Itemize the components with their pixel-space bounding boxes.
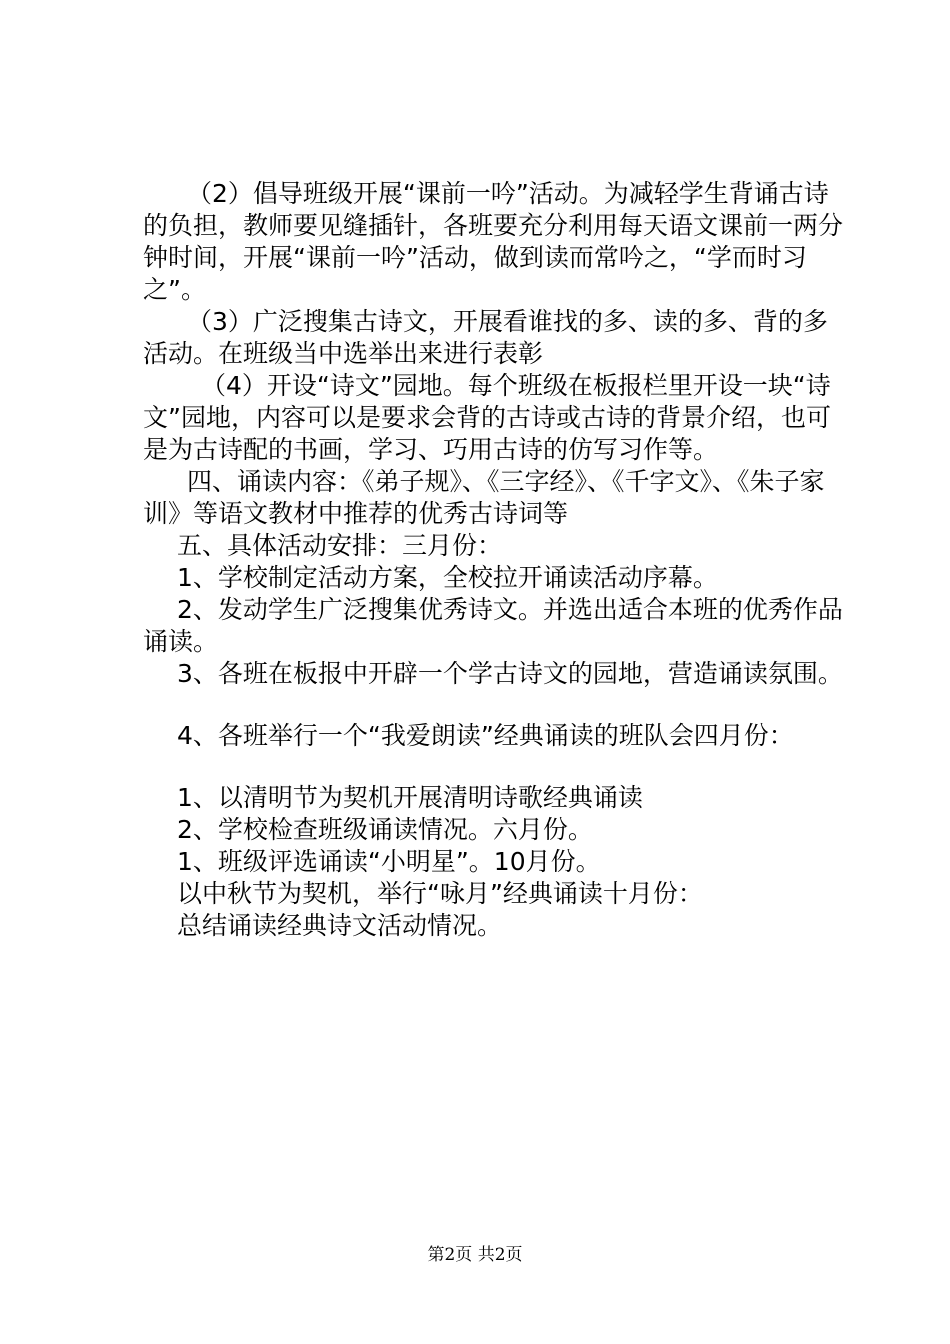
- march-item-3: 3、各班在板报中开辟一个学古诗文的园地，营造诵读氛围。: [177, 659, 843, 688]
- march-item-4: 4、各班举行一个“我爱朗读”经典诵读的班队会四月份：: [177, 721, 794, 750]
- april-item-1: 1、以清明节为契机开展清明诗歌经典诵读: [177, 783, 643, 812]
- section-5-schedule: 五、具体活动安排：三月份：: [177, 531, 503, 560]
- june-item-1: 1、班级评选诵读“小明星”。10月份。: [177, 847, 601, 876]
- spacer: [143, 752, 843, 782]
- section-4-reading-content: 四、诵读内容：《弟子规》、《三字经》、《千字文》、《朱子家训》等语文教材中推荐的优秀古诗词等: [143, 467, 825, 528]
- paragraph-2: （2）倡导班级开展“课前一吟”活动。为减轻学生背诵古诗的负担，教师要见缝插针，各班要充分利用每天语文课前一两分钟时间，开展“课前一吟”活动，做到读而常吟之，“学而时习之”。: [143, 179, 844, 304]
- march-item-2: 2、发动学生广泛搜集优秀诗文。并选出适合本班的优秀作品诵读。: [143, 595, 843, 656]
- april-item-2: 2、学校检查班级诵读情况。六月份。: [177, 815, 593, 844]
- paragraph-4: （4）开设“诗文”园地。每个班级在板报栏里开设一块“诗文”园地，内容可以是要求会背的古诗或古诗的背景介绍，也可是为古诗配的书画，学习、巧用古诗的仿写习作等。: [143, 371, 831, 464]
- october-item-1: 以中秋节为契机，举行“咏月”经典诵读十月份：: [177, 879, 703, 908]
- page-footer: 第2页 共2页: [427, 1245, 523, 1265]
- document-body: [143, 178, 843, 942]
- paragraph-3: （3）广泛搜集古诗文，开展看谁找的多、读的多、背的多活动。在班级当中选举出来进行表彰: [143, 307, 828, 368]
- march-item-1: 1、学校制定活动方案，全校拉开诵读活动序幕。: [177, 563, 718, 592]
- spacer: [143, 690, 843, 720]
- summary-line: 总结诵读经典诗文活动情况。: [177, 911, 503, 940]
